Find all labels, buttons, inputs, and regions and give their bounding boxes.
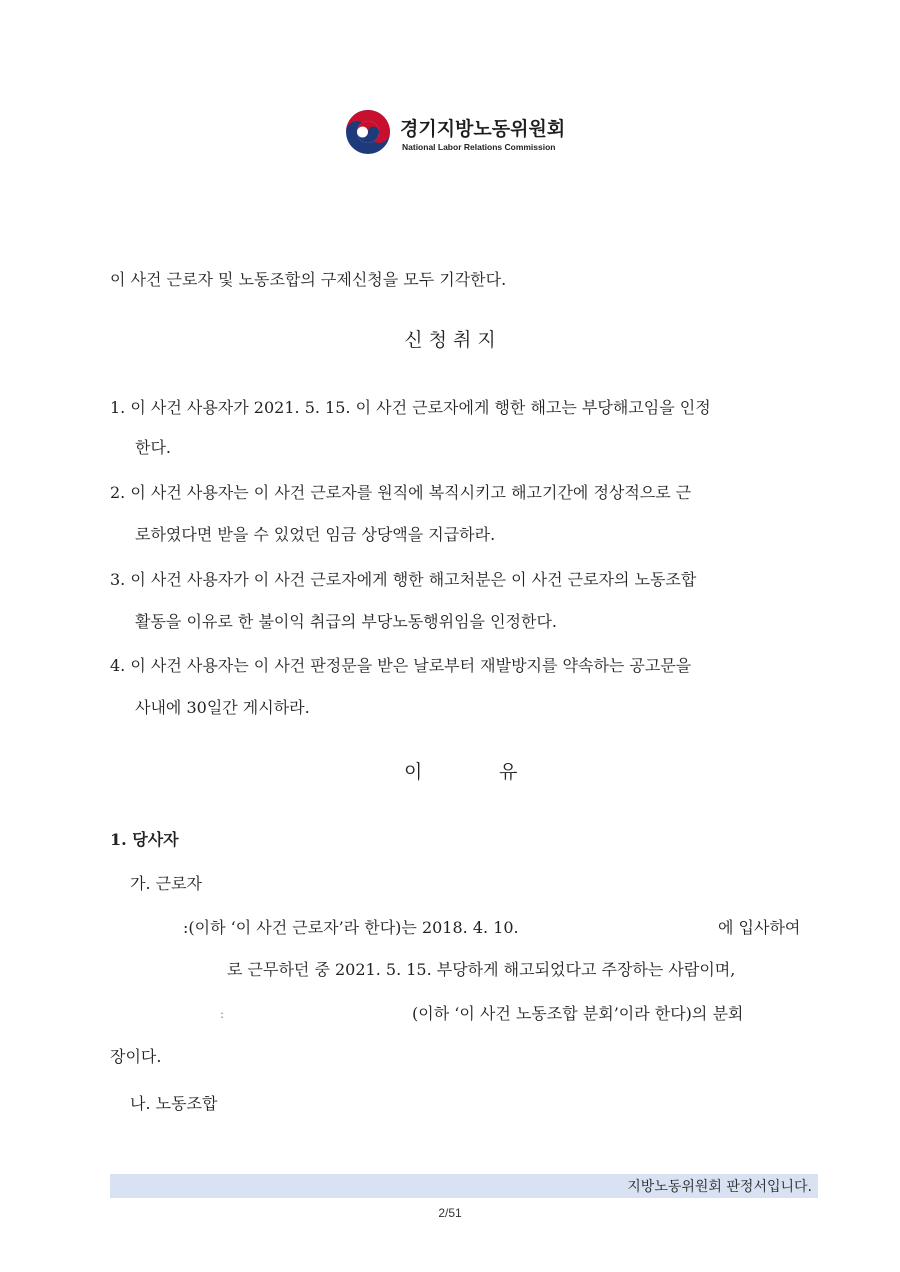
para-a-line-3-mark: : bbox=[220, 1007, 225, 1021]
section-1-title: 1. 당사자 bbox=[110, 830, 179, 849]
para-a-line-1-left: :(이하 ‘이 사건 근로자’라 한다)는 2018. 4. 10. bbox=[183, 918, 519, 937]
claim-4-line-2: 사내에 30일간 게시하라. bbox=[135, 698, 310, 717]
org-name-en: National Labor Relations Commission bbox=[402, 142, 556, 152]
para-a-line-3-right: (이하 ‘이 사건 노동조합 분회’이라 한다)의 분회 bbox=[412, 1004, 744, 1023]
claim-3-line-1: 3. 이 사건 사용자가 이 사건 근로자에게 행한 해고처분은 이 사건 근로자의 노동조합 bbox=[110, 570, 697, 589]
para-a-line-1-right: 에 입사하여 bbox=[718, 918, 801, 937]
reasons-heading-right: 유 bbox=[499, 761, 518, 783]
reasons-heading-left: 이 bbox=[404, 761, 423, 783]
claim-4-line-1: 4. 이 사건 사용자는 이 사건 판정문을 받은 날로부터 재발방지를 약속하는 공고문을 bbox=[110, 656, 692, 675]
claim-1-line-1: 1. 이 사건 사용자가 2021. 5. 15. 이 사건 근로자에게 행한 해고는 부당해고임을 인정 bbox=[110, 398, 711, 417]
subsection-b-title: 나. 노동조합 bbox=[130, 1094, 218, 1113]
para-a-line-4: 장이다. bbox=[110, 1047, 162, 1066]
claim-3-line-2: 활동을 이유로 한 불이익 취급의 부당노동행위임을 인정한다. bbox=[135, 612, 558, 631]
org-logo bbox=[344, 108, 584, 158]
claims-heading: 신 청 취 지 bbox=[404, 329, 496, 351]
subsection-a-title: 가. 근로자 bbox=[130, 874, 202, 893]
org-name: 경기지방노동위원회 bbox=[400, 118, 566, 140]
claim-1-line-2: 한다. bbox=[135, 438, 171, 457]
footer-bar bbox=[110, 1174, 818, 1198]
decision-text: 이 사건 근로자 및 노동조합의 구제신청을 모두 기각한다. bbox=[110, 270, 507, 289]
claim-2-line-1: 2. 이 사건 사용자는 이 사건 근로자를 원직에 복직시키고 해고기간에 정상적으로 근 bbox=[110, 483, 692, 502]
taegeuk-emblem-icon bbox=[344, 108, 392, 156]
claim-2-line-2: 로하였다면 받을 수 있었던 임금 상당액을 지급하라. bbox=[135, 525, 496, 544]
para-a-line-2: 로 근무하던 중 2021. 5. 15. 부당하게 해고되었다고 주장하는 사람이며, bbox=[227, 960, 736, 979]
footer-note: 지방노동위원회 판정서입니다. bbox=[627, 1179, 812, 1195]
page-number: 2/51 bbox=[438, 1206, 462, 1220]
